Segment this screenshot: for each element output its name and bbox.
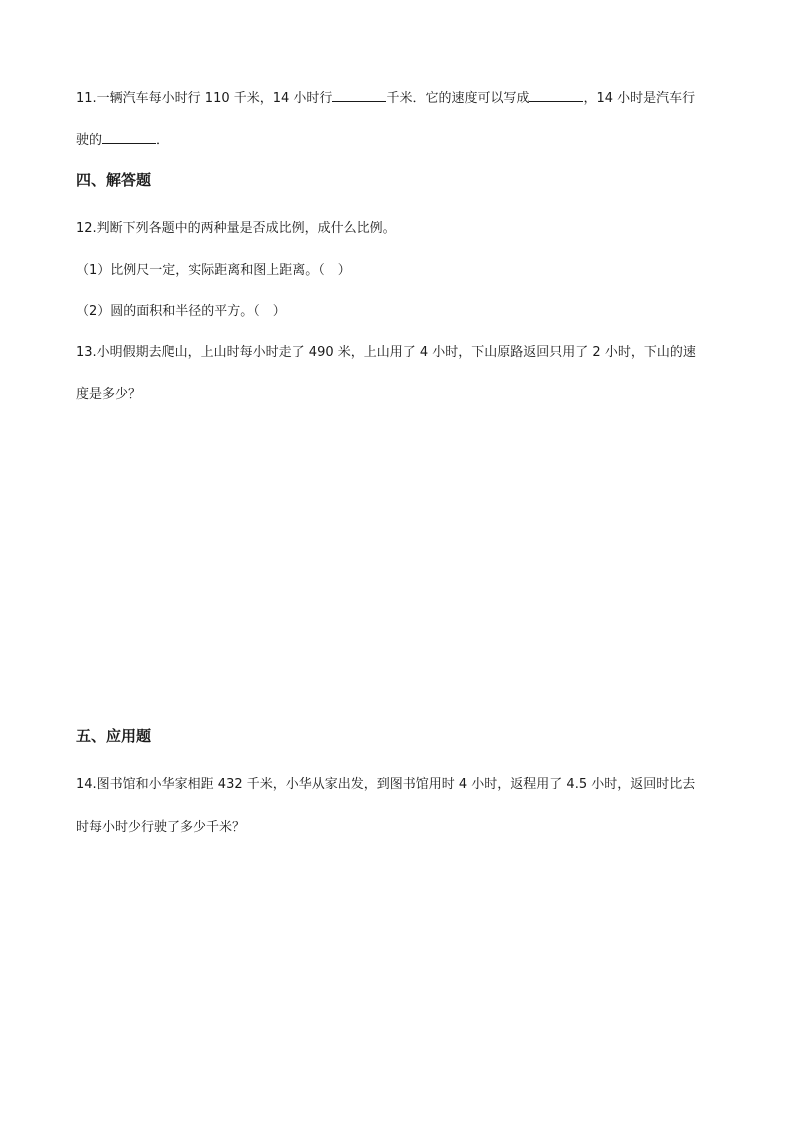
q11-line2-start: 驶的 — [76, 133, 103, 148]
q14-line-2: 时每小时少行驶了多少千米？ — [76, 820, 246, 835]
q14-line-1: 14.图书馆和小华家相距 432 千米，小华从家出发，到图书馆用时 4 小时，返程用了 4.5 小时，返回时比去 — [76, 777, 696, 792]
q11-line-2 — [76, 130, 169, 150]
q12-item-1: （1）比例尺一定，实际距离和图上距离。（ ） — [76, 263, 351, 278]
q11-line2-end: ． — [156, 133, 170, 148]
q12-item-2: （2）圆的面积和半径的平方。（ ） — [76, 304, 286, 319]
q11-text-part3: ，14 小时是汽车行 — [583, 91, 696, 106]
q11-blank-1[interactable] — [332, 88, 386, 102]
q11-text-part2: 千米．它的速度可以写成 — [386, 91, 530, 106]
q12-stem: 12.判断下列各题中的两种量是否成比例，成什么比例。 — [76, 221, 396, 236]
q13-line-2: 度是多少？ — [76, 387, 142, 402]
q11-blank-2[interactable] — [529, 88, 583, 102]
q13-line-1: 13.小明假期去爬山，上山时每小时走了 490 米，上山用了 4 小时，下山原路返回只用了 2 小时，下山的速 — [76, 345, 696, 360]
section-4-heading: 四、解答题 — [76, 171, 152, 189]
q11-line-1 — [76, 88, 695, 108]
section-5-heading: 五、应用题 — [76, 727, 152, 745]
q11-text-part1: 11.一辆汽车每小时行 110 千米，14 小时行 — [76, 91, 333, 106]
q11-blank-3[interactable] — [102, 130, 156, 144]
